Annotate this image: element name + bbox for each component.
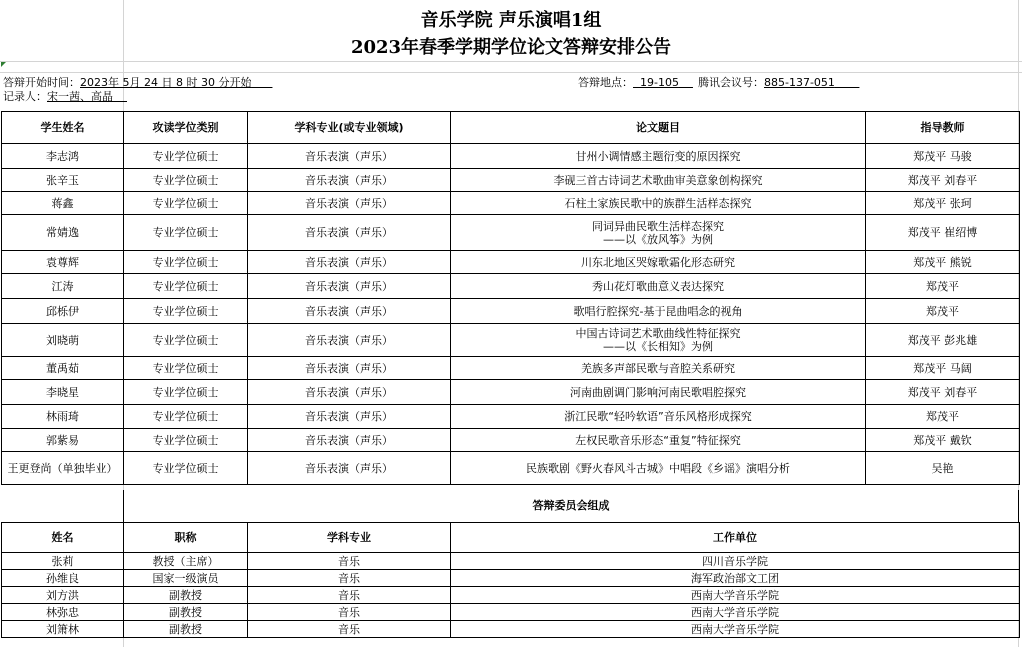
table-row bbox=[2, 251, 1020, 274]
member-rank: 教授（主席） bbox=[124, 553, 248, 570]
member-unit: 西南大学音乐学院 bbox=[451, 621, 1020, 638]
committee-section-title: 答辩委员会组成 bbox=[123, 490, 1019, 522]
major: 音乐表演（声乐） bbox=[248, 405, 451, 429]
thesis-title bbox=[451, 299, 866, 324]
degree-type: 专业学位硕士 bbox=[124, 251, 248, 274]
thesis-title-line: 歌唱行腔探究-基于昆曲唱念的视角 bbox=[573, 304, 743, 318]
student-name: 王更登尚（单独毕业） bbox=[2, 452, 124, 485]
start-time-value: 2023年 5月 24 日 8 时 30 分开始 bbox=[80, 76, 252, 89]
table-row bbox=[2, 452, 1020, 485]
degree-type: 专业学位硕士 bbox=[124, 169, 248, 192]
thesis-title bbox=[451, 405, 866, 429]
table-row bbox=[2, 587, 1020, 604]
major: 音乐表演（声乐） bbox=[248, 274, 451, 299]
major: 音乐表演（声乐） bbox=[248, 299, 451, 324]
table-row bbox=[2, 570, 1020, 587]
meeting-label: 腾讯会议号： bbox=[698, 76, 764, 89]
table-row bbox=[2, 144, 1020, 169]
major: 音乐表演（声乐） bbox=[248, 144, 451, 169]
thesis-title bbox=[451, 380, 866, 405]
thesis-title bbox=[451, 324, 866, 357]
degree-type: 专业学位硕士 bbox=[124, 299, 248, 324]
thesis-title-line: 民族歌剧《野火春风斗古城》中唱段《乡谣》演唱分析 bbox=[526, 461, 790, 475]
page-subtitle: 2023年春季学期学位论文答辩安排公告 bbox=[350, 37, 672, 58]
member-rank: 副教授 bbox=[124, 587, 248, 604]
member-rank: 国家一级演员 bbox=[124, 570, 248, 587]
thesis-title-line: 中国古诗词艺术歌曲线性特征探究 bbox=[575, 327, 741, 340]
student-name: 林雨琦 bbox=[2, 405, 124, 429]
header-unit: 工作单位 bbox=[451, 523, 1020, 553]
advisor: 郑茂平 崔绍博 bbox=[866, 215, 1020, 251]
advisor: 郑茂平 bbox=[866, 299, 1020, 324]
major: 音乐表演（声乐） bbox=[248, 452, 451, 485]
thesis-title bbox=[451, 192, 866, 215]
student-name: 郭紫易 bbox=[2, 429, 124, 452]
table-row bbox=[2, 380, 1020, 405]
header-rank: 职称 bbox=[124, 523, 248, 553]
degree-type: 专业学位硕士 bbox=[124, 452, 248, 485]
degree-type: 专业学位硕士 bbox=[124, 144, 248, 169]
header-major: 学科专业(或专业领域) bbox=[248, 112, 451, 144]
student-name: 董禹茹 bbox=[2, 357, 124, 380]
advisor: 郑茂平 彭兆雄 bbox=[866, 324, 1020, 357]
thesis-title-line: 河南曲剧调门影响河南民歌唱腔探究 bbox=[570, 385, 746, 399]
recorder-value: 宋一茜、高晶 bbox=[47, 90, 113, 103]
member-unit: 西南大学音乐学院 bbox=[451, 587, 1020, 604]
thesis-title bbox=[451, 169, 866, 192]
member-major: 音乐 bbox=[248, 553, 451, 570]
member-unit: 海军政治部文工团 bbox=[451, 570, 1020, 587]
thesis-title-line: 石柱土家族民歌中的族群生活样态探究 bbox=[564, 196, 752, 210]
thesis-title bbox=[451, 251, 866, 274]
page-title: 音乐学院 声乐演唱1组 bbox=[420, 10, 602, 31]
degree-type: 专业学位硕士 bbox=[124, 324, 248, 357]
student-name: 邱栎伊 bbox=[2, 299, 124, 324]
advisor: 郑茂平 刘春平 bbox=[866, 380, 1020, 405]
major: 音乐表演（声乐） bbox=[248, 215, 451, 251]
major: 音乐表演（声乐） bbox=[248, 429, 451, 452]
student-name: 江涛 bbox=[2, 274, 124, 299]
degree-type: 专业学位硕士 bbox=[124, 429, 248, 452]
thesis-title bbox=[451, 452, 866, 485]
major: 音乐表演（声乐） bbox=[248, 192, 451, 215]
table-header-row bbox=[2, 112, 1020, 144]
advisor: 郑茂平 刘春平 bbox=[866, 169, 1020, 192]
table-row bbox=[2, 324, 1020, 357]
table-row bbox=[2, 274, 1020, 299]
defense-schedule-table bbox=[1, 111, 1020, 485]
member-rank: 副教授 bbox=[124, 604, 248, 621]
thesis-title-line: 李砚三首古诗词艺术歌曲审美意象创构探究 bbox=[553, 173, 763, 187]
table-row bbox=[2, 169, 1020, 192]
start-time-label: 答辩开始时间： bbox=[3, 76, 80, 89]
header-degree: 攻读学位类别 bbox=[124, 112, 248, 144]
table-row bbox=[2, 604, 1020, 621]
thesis-title bbox=[451, 144, 866, 169]
header-major: 学科专业 bbox=[248, 523, 451, 553]
major: 音乐表演（声乐） bbox=[248, 251, 451, 274]
member-unit: 西南大学音乐学院 bbox=[451, 604, 1020, 621]
member-rank: 副教授 bbox=[124, 621, 248, 638]
advisor: 郑茂平 熊锐 bbox=[866, 251, 1020, 274]
location bbox=[578, 74, 693, 90]
student-name: 李晓星 bbox=[2, 380, 124, 405]
recorder bbox=[3, 88, 127, 104]
member-name: 孙维良 bbox=[2, 570, 124, 587]
member-name: 林弥忠 bbox=[2, 604, 124, 621]
thesis-subtitle-line: ——以《长相知》为例 bbox=[603, 340, 713, 353]
advisor: 郑茂平 张珂 bbox=[866, 192, 1020, 215]
table-row bbox=[2, 621, 1020, 638]
major: 音乐表演（声乐） bbox=[248, 380, 451, 405]
advisor: 吴艳 bbox=[866, 452, 1020, 485]
degree-type: 专业学位硕士 bbox=[124, 215, 248, 251]
committee-table bbox=[1, 522, 1020, 638]
thesis-title-line: 甘州小调情感主题衍变的原因探究 bbox=[575, 149, 741, 163]
grid-line bbox=[0, 72, 1022, 73]
thesis-title-line: 左权民歌音乐形态“重复”特征探究 bbox=[575, 433, 741, 447]
thesis-title bbox=[451, 357, 866, 380]
table-row bbox=[2, 299, 1020, 324]
degree-type: 专业学位硕士 bbox=[124, 357, 248, 380]
student-name: 刘晓萌 bbox=[2, 324, 124, 357]
member-major: 音乐 bbox=[248, 587, 451, 604]
grid-line bbox=[0, 61, 1022, 62]
header-student-name: 学生姓名 bbox=[2, 112, 124, 144]
student-name: 李志鸿 bbox=[2, 144, 124, 169]
major: 音乐表演（声乐） bbox=[248, 357, 451, 380]
member-name: 刘箫林 bbox=[2, 621, 124, 638]
header-advisor: 指导教师 bbox=[866, 112, 1020, 144]
degree-type: 专业学位硕士 bbox=[124, 192, 248, 215]
student-name: 袁尊辉 bbox=[2, 251, 124, 274]
cell-comment-marker bbox=[1, 62, 6, 67]
table-row bbox=[2, 215, 1020, 251]
member-major: 音乐 bbox=[248, 621, 451, 638]
member-name: 刘方洪 bbox=[2, 587, 124, 604]
major: 音乐表演（声乐） bbox=[248, 324, 451, 357]
header-name: 姓名 bbox=[2, 523, 124, 553]
thesis-title bbox=[451, 429, 866, 452]
thesis-title-line: 浙江民歌“轻吟软语”音乐风格形成探究 bbox=[564, 410, 752, 423]
student-name: 常婧逸 bbox=[2, 215, 124, 251]
advisor: 郑茂平 戴钦 bbox=[866, 429, 1020, 452]
degree-type: 专业学位硕士 bbox=[124, 405, 248, 429]
table-row bbox=[2, 405, 1020, 429]
advisor: 郑茂平 马阔 bbox=[866, 357, 1020, 380]
advisor: 郑茂平 bbox=[866, 274, 1020, 299]
table-row bbox=[2, 192, 1020, 215]
thesis-title bbox=[451, 274, 866, 299]
recorder-label: 记录人： bbox=[3, 90, 47, 103]
thesis-title bbox=[451, 215, 866, 251]
member-name: 张莉 bbox=[2, 553, 124, 570]
table-row bbox=[2, 357, 1020, 380]
meeting-id bbox=[698, 74, 859, 90]
thesis-title-line: 川东北地区哭嫁歌霜化形态研究 bbox=[581, 255, 735, 269]
table-row bbox=[2, 553, 1020, 570]
student-name: 张辛玉 bbox=[2, 169, 124, 192]
degree-type: 专业学位硕士 bbox=[124, 380, 248, 405]
thesis-title-line: 羌族多声部民歌与音腔关系研究 bbox=[581, 361, 735, 375]
location-label: 答辩地点： bbox=[578, 76, 633, 89]
location-value: 19-105 bbox=[640, 76, 679, 89]
degree-type: 专业学位硕士 bbox=[124, 274, 248, 299]
member-unit: 四川音乐学院 bbox=[451, 553, 1020, 570]
member-major: 音乐 bbox=[248, 570, 451, 587]
major: 音乐表演（声乐） bbox=[248, 169, 451, 192]
table-header-row bbox=[2, 523, 1020, 553]
member-major: 音乐 bbox=[248, 604, 451, 621]
table-row bbox=[2, 429, 1020, 452]
advisor: 郑茂平 马骏 bbox=[866, 144, 1020, 169]
thesis-subtitle-line: ——以《放风筝》为例 bbox=[603, 232, 713, 246]
advisor: 郑茂平 bbox=[866, 405, 1020, 429]
thesis-title-line: 秀山花灯歌曲意义表达探究 bbox=[592, 279, 724, 293]
meeting-value: 885-137-051 bbox=[764, 76, 835, 89]
header-thesis-title: 论文题目 bbox=[451, 112, 866, 144]
thesis-title-line: 同词异曲民歌生活样态探究 bbox=[592, 219, 724, 233]
student-name: 蒋鑫 bbox=[2, 192, 124, 215]
